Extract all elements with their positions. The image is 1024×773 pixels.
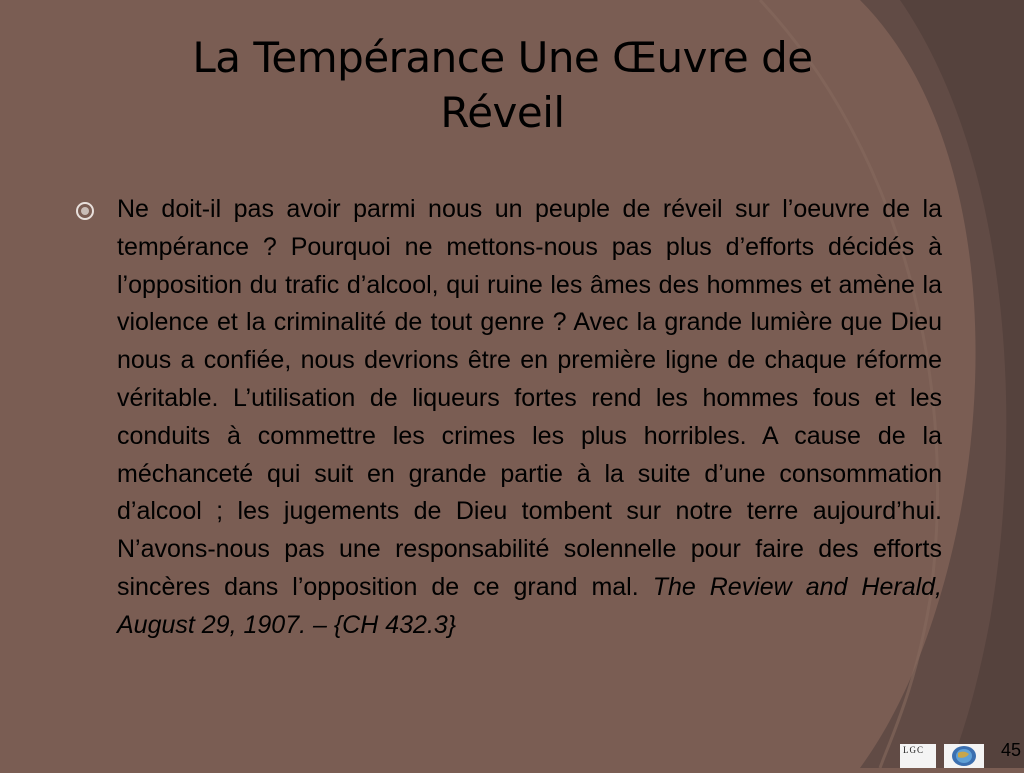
radio-bullet-icon [74,200,96,222]
slide-title [100,30,905,140]
globe-logo-icon [944,744,984,768]
citation: The Review and Herald, August 29, 1907. – {CH 432.3} [117,572,942,639]
bullet-paragraph [117,191,942,645]
slide-title-line-1: La Tempérance Une Œuvre de [192,33,813,82]
footer-logos [900,744,995,768]
lgc-logo-icon [900,744,936,768]
page-number: 45 [1001,740,1022,760]
slide-title-line-2: Réveil [440,88,565,137]
paragraph-text: Ne doit-il pas avoir parmi nous un peuple de réveil sur l’oeuvre de la tempérance ? Pourquoi ne mettons-nous pas plus d’efforts décidés à l’opposition du trafic d’alcool, qui ruine les âmes des hommes et amène la violence et la criminalité de tout genre ? Avec la grande lumière que Dieu nous a confiée, nous devrions être en première ligne de chaque réforme véritable. L’utilisation de liqueurs fortes rend les hommes fous et les conduits à commettre les crimes les plus horribles. A cause de la méchanceté qui suit en grande partie à la suite d’une consommation d’alcool ; les jugements de Dieu tombent sur notre terre aujourd’hui. N’avons-nous pas une responsabilité solennelle pour faire des efforts sincères dans l’opposition de ce grand mal. [117,195,942,601]
lgc-logo-text: LGC [903,745,924,755]
